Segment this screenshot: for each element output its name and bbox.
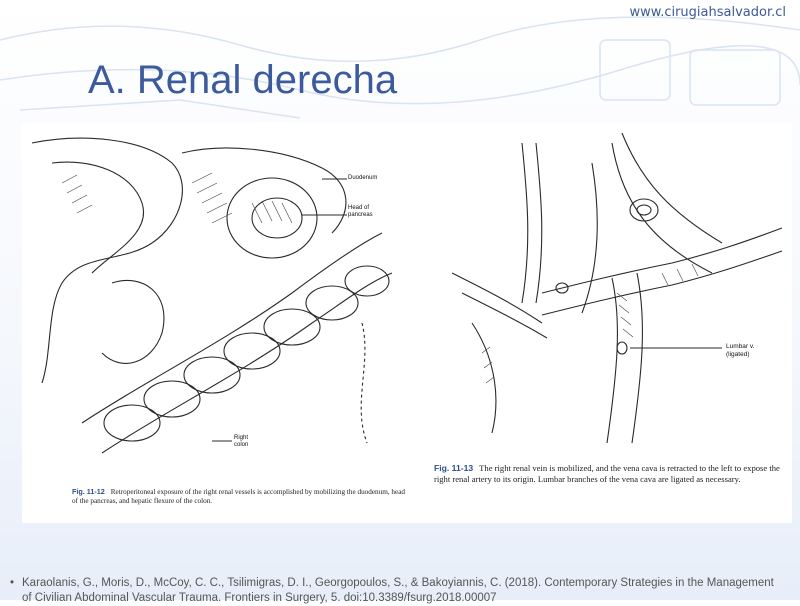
- right-figure-caption-text: The right renal vein is mobilized, and the vena cava is retracted to the left to expose the right renal artery to its origin. Lumbar branches of the vena cava are ligated as necessary.: [434, 463, 780, 484]
- left-figure-caption: [72, 487, 412, 506]
- figure-panel: [22, 123, 792, 523]
- left-figure-caption-text: Retroperitoneal exposure of the right renal vessels is accomplished by mobilizing the duodenum, head of the pancreas, and hepatic flexure of the colon.: [72, 488, 405, 505]
- colon-label-line1: Right: [234, 435, 249, 441]
- lumbar-vein-label-line1: Lumbar v.: [726, 343, 755, 350]
- reference-citation: [10, 576, 782, 606]
- bullet-point: •: [10, 577, 15, 589]
- slide-title: A. Renal derecha: [88, 58, 398, 102]
- right-figure-number: Fig. 11-13: [434, 463, 474, 473]
- lumbar-vein-label-line2: (ligated): [726, 351, 750, 358]
- right-figure-caption: [434, 463, 784, 485]
- left-figure-number: Fig. 11-12: [72, 487, 105, 496]
- right-anatomy-illustration: [22, 123, 792, 453]
- website-url: www.cirugiahsalvador.cl: [629, 5, 786, 20]
- pancreas-label-line1: Head of: [348, 205, 370, 211]
- duodenum-label: Duodenum: [348, 175, 378, 181]
- reference-text: Karaolanis, G., Moris, D., McCoy, C. C., Tsilimigras, D. I., Georgopoulos, S., & Bakoyiannis, C. (2018). Contemporary Strategies in the Management of Civilian Abdominal Vascular Trauma. Frontiers in Surgery, 5. doi:10.3389/fsurg.2018.00007: [22, 577, 774, 604]
- pancreas-label-line2: pancreas: [348, 212, 373, 218]
- colon-label-line2: colon: [234, 442, 249, 448]
